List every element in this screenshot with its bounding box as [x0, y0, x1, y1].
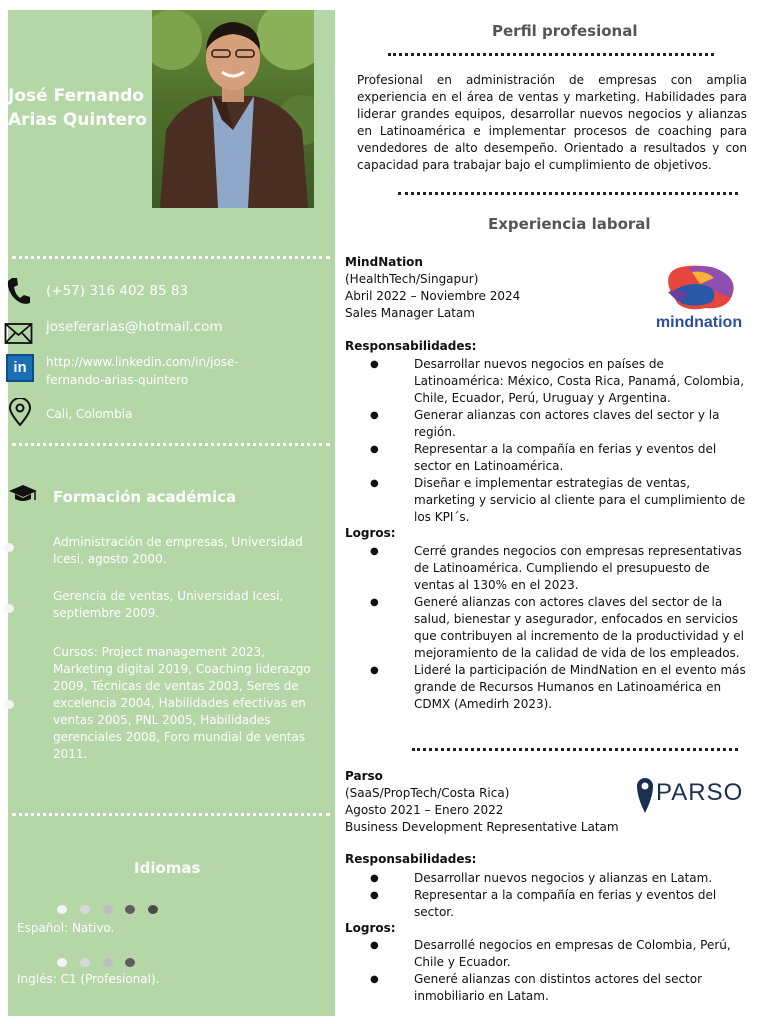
achievements-label: Logros: [345, 921, 396, 935]
list-item: ● Representar a la compañía en ferias y eventos del sector. [370, 887, 750, 921]
job-role: Sales Manager Latam [345, 306, 475, 320]
email-icon [4, 322, 32, 350]
job-divider [412, 748, 738, 751]
parso-logo-text: PARSO [656, 779, 744, 806]
sidebar-divider-2 [12, 443, 330, 446]
linkedin-url[interactable] [46, 353, 239, 389]
job-company: Parso [345, 769, 383, 783]
responsibilities-label: Responsabilidades: [345, 339, 477, 353]
name-line-2: Arias Quintero [8, 110, 148, 130]
list-item: ● Generé alianzas con actores claves del sector de la salud, bienestar y asegurador, enfocados en servicios que contribuyen al incremento de la productividad y el mejoramiento de la calidad de vida de los empleados. [370, 594, 750, 662]
location-pin-icon [8, 398, 36, 426]
list-item: ● Desarrollé negocios en empresas de Colombia, Perú, Chile y Ecuador. [370, 937, 750, 971]
list-item: ● Cerré grandes negocios con empresas representativas de Latinoamérica. Cumpliendo el presupuesto de ventas al 130% en el 2023. [370, 543, 750, 594]
person-name [8, 84, 154, 132]
level-dot [57, 958, 67, 967]
education-bullet [4, 700, 14, 709]
location-text: Cali, Colombia [46, 407, 133, 421]
job-company: MindNation [345, 255, 423, 269]
level-dot [103, 905, 113, 914]
experience-title: Experiencia laboral [488, 215, 651, 233]
job-sector: (SaaS/PropTech/Costa Rica) [345, 786, 510, 800]
mindnation-responsibilities [370, 356, 750, 526]
languages-title: Idiomas [134, 859, 201, 877]
job-dates: Agosto 2021 – Enero 2022 [345, 803, 504, 817]
level-dot [125, 958, 135, 967]
job-role: Business Development Representative Latam [345, 820, 619, 834]
profile-photo [152, 10, 314, 208]
linkedin-badge-text: in [13, 359, 27, 376]
parso-responsibilities [370, 870, 750, 921]
linkedin-icon[interactable] [6, 354, 34, 382]
list-item: ● Desarrollar nuevos negocios en países de Latinoamérica: México, Costa Rica, Panamá, Colombia, Chile, Ecuador, Perú, Uruguay y Argentina. [370, 356, 750, 407]
mindnation-achievements [370, 543, 750, 713]
linkedin-url-line-2: fernando-arias-quintero [46, 373, 189, 387]
phone-number[interactable]: (+57) 316 402 85 83 [46, 283, 189, 299]
list-item: ● Lideré la participación de MindNation en el evento más grande de Recursos Humanos en Latinoamérica en CDMX (Amedirh 2023). [370, 662, 750, 713]
level-dot [57, 905, 67, 914]
language-spanish: Español: Nativo. [17, 921, 115, 935]
responsibilities-label: Responsabilidades: [345, 852, 477, 866]
email-address[interactable]: joseferarias@hotmail.com [46, 319, 223, 335]
profile-divider [388, 53, 714, 56]
job-dates: Abril 2022 – Noviembre 2024 [345, 289, 521, 303]
list-item: ● Generé alianzas con distintos actores del sector inmobiliario en Latam. [370, 971, 750, 1005]
achievements-label: Logros: [345, 526, 396, 540]
list-item: ● Representar a la compañía en ferias y eventos del sector en Latinoamérica. [370, 441, 750, 475]
graduation-cap-icon [8, 484, 36, 512]
level-dot [148, 905, 158, 914]
job-parso-header [345, 768, 619, 836]
job-sector: (HealthTech/Singapur) [345, 272, 479, 286]
level-dot [80, 905, 90, 914]
language-english: Inglés: C1 (Profesional). [17, 972, 160, 986]
linkedin-url-line-1: http://www.linkedin.com/in/jose- [46, 355, 239, 369]
parso-achievements [370, 937, 750, 1005]
education-bullet [4, 543, 14, 552]
profile-text: Profesional en administración de empresas con amplia experiencia en el área de ventas y marketing. Habilidades para liderar grandes equipos, desarrollar nuevos negocios y alianzas en Latinoamérica e implementar procesos de coaching para vendedores de alto desempeño. Orientado a resultados y con capacidad para trabajar bajo el cumplimiento de objetivos. [357, 73, 747, 172]
list-item: ● Diseñar e implementar estrategias de ventas, marketing y servicio al cliente para el cumplimiento de los KPI´s. [370, 475, 750, 526]
mindnation-logo [648, 262, 750, 337]
education-item-2: Gerencia de ventas, Universidad Icesi, septiembre 2009. [53, 589, 284, 620]
education-bullet [4, 604, 14, 613]
name-line-1: José Fernando [8, 86, 144, 106]
level-dot [80, 958, 90, 967]
education-item-1: Administración de empresas, Universidad Icesi, agosto 2000. [53, 535, 303, 566]
experience-divider [398, 192, 738, 195]
mindnation-logo-text: mindnation [655, 314, 743, 331]
sidebar-divider-1 [12, 256, 330, 259]
list-item: ● Generar alianzas con actores claves del sector y la región. [370, 407, 750, 441]
list-item: ● Desarrollar nuevos negocios y alianzas en Latam. [370, 870, 750, 887]
level-dot [103, 958, 113, 967]
level-dot [125, 905, 135, 914]
sidebar-divider-3 [12, 813, 330, 816]
profile-title: Perfil profesional [492, 22, 638, 40]
education-title: Formación académica [53, 488, 237, 506]
job-mindnation-header [345, 254, 520, 322]
parso-logo [636, 775, 744, 815]
education-item-courses: Cursos: Project management 2023, Marketing digital 2019, Coaching liderazgo 2009, Técnicas de ventas 2003, Seres de excelencia 2004, Habilidades efectivas en ventas 2005, PNL 2005, Habilidades gerenciales 2008, Foro mundial de ventas 2011. [53, 645, 311, 761]
phone-icon [4, 276, 32, 304]
